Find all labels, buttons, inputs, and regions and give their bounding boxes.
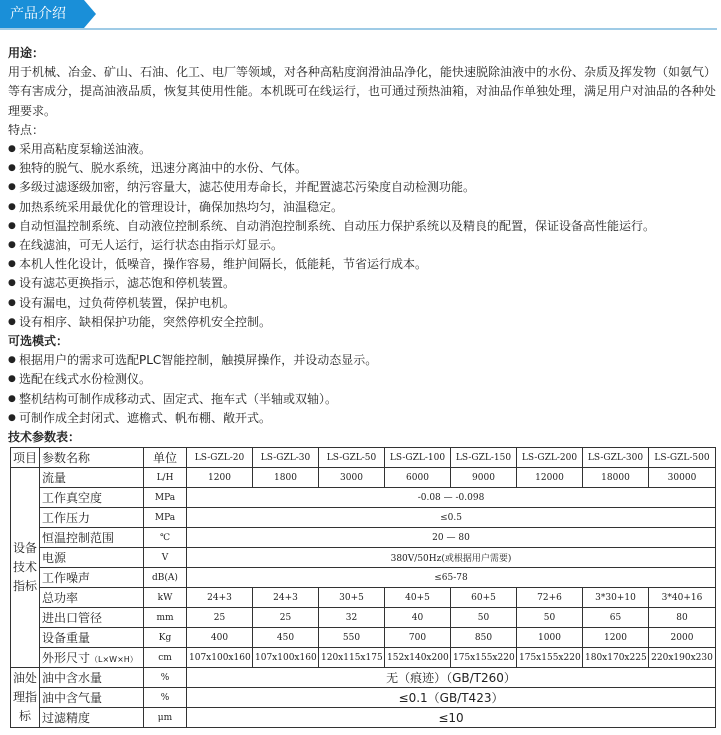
feature-item: ● 设有漏电，过负荷停机装置，保护电机。 [8,294,716,313]
cell-value: 2000 [649,628,716,648]
option-item: ● 选配在线式水份检测仪。 [8,370,716,389]
param-name: 进出口管径 [40,608,144,628]
section-header [0,0,721,32]
option-item: ● 整机结构可制作成移动式、固定式、拖车式（半轴或双轴）。 [8,390,716,409]
col-header-model: LS-GZL-20 [187,448,253,468]
feature-item: ● 多级过滤逐级加密，纳污容量大，滤芯使用寿命长，并配置滤芯污染度自动检测功能。 [8,178,716,197]
param-name: 过滤精度 [40,708,144,728]
col-header-model: LS-GZL-200 [517,448,583,468]
cell-value: 1000 [517,628,583,648]
param-unit: Kg [144,628,187,648]
table-row [11,688,716,708]
cell-span-value: 380V/50Hz(或根据用户需要) [187,548,716,568]
param-unit: % [144,688,187,708]
cell-value: 50 [451,608,517,628]
cell-value: 24+3 [187,588,253,608]
table-row [11,628,716,648]
cell-value: 107x100x160 [187,648,253,668]
cell-value: 850 [451,628,517,648]
table-row [11,668,716,688]
cell-span-value: 20 — 80 [187,528,716,548]
cell-value: 32 [319,608,385,628]
cell-span-value: ≤65-78 [187,568,716,588]
cell-value: 72+6 [517,588,583,608]
col-header-model: LS-GZL-30 [253,448,319,468]
options-list [8,351,716,428]
cell-value: 18000 [583,468,649,488]
feature-item: ● 自动恒温控制系统、自动液位控制系统、自动消泡控制系统、自动压力保护系统以及精良的配置，保证设备高性能运行。 [8,217,716,236]
cell-value: 3*40+16 [649,588,716,608]
table-row [11,648,716,668]
table-row [11,508,716,528]
cell-value: 65 [583,608,649,628]
cell-value: 220x190x230 [649,648,716,668]
col-header-model: LS-GZL-100 [385,448,451,468]
cell-span-value: ≤10 [187,708,716,728]
cell-value: 1800 [253,468,319,488]
param-name: 总功率 [40,588,144,608]
col-header-unit: 单位 [144,448,187,468]
features-list [8,140,716,332]
feature-item: ● 采用高粘度泵输送油液。 [8,140,716,159]
param-unit: % [144,668,187,688]
cell-value: 175x155x220 [517,648,583,668]
param-name: 工作压力 [40,508,144,528]
col-header-model: LS-GZL-150 [451,448,517,468]
table-header-row [11,448,716,468]
col-header-model: LS-GZL-50 [319,448,385,468]
param-name: 油中含水量 [40,668,144,688]
option-item: ● 可制作成全封闭式、遮檐式、帆布棚、敞开式。 [8,409,716,428]
feature-item: ● 本机人性化设计，低噪音，操作容易，维护间隔长，低能耗，节省运行成本。 [8,255,716,274]
features-heading: 特点： [8,122,45,137]
cell-span-value: -0.08 — -0.098 [187,488,716,508]
cell-value: 3*30+10 [583,588,649,608]
param-unit: dB(A) [144,568,187,588]
feature-item: ● 设有相序、缺相保护功能，突然停机安全控制。 [8,313,716,332]
param-unit: ℃ [144,528,187,548]
cell-value: 25 [253,608,319,628]
cell-value: 180x170x225 [583,648,649,668]
param-name: 设备重量 [40,628,144,648]
cell-value: 120x115x175 [319,648,385,668]
cell-span-value: 无（痕迹）（GB/T260） [187,668,716,688]
table-row [11,708,716,728]
group-label-equipment: 设备技术指标 [11,468,40,668]
table-row [11,468,716,488]
table-row [11,488,716,508]
param-unit: μm [144,708,187,728]
group-label-oil: 油处理指标 [11,668,40,728]
cell-value: 550 [319,628,385,648]
cell-value: 50 [517,608,583,628]
cell-value: 40+5 [385,588,451,608]
param-name-suffix: （L×W×H） [90,655,138,664]
param-name: 流量 [40,468,144,488]
usage-text: 用于机械、冶金、矿山、石油、化工、电厂等领域，对各种高粘度润滑油品净化，能快速脱除油液中的水份、杂质及挥发物（如氨气）等有害成分，提高油液品质，恢复其使用性能。本机既可在线运行，也可通过预热油箱，对油品作单独处理，满足用户对油品的各种处理要求。 [8,65,717,118]
cell-value: 175x155x220 [451,648,517,668]
cell-value: 80 [649,608,716,628]
options-heading: 可选模式： [8,334,69,349]
cell-value: 25 [187,608,253,628]
cell-value: 1200 [187,468,253,488]
cell-span-value: ≤0.5 [187,508,716,528]
header-divider [0,28,717,30]
feature-item: ● 在线滤油，可无人运行，运行状态由指示灯显示。 [8,236,716,255]
param-unit: cm [144,648,187,668]
feature-item: ● 设有滤芯更换指示，滤芯饱和停机装置。 [8,274,716,293]
param-unit: MPa [144,488,187,508]
param-name-text: 外形尺寸 [42,651,91,665]
feature-item: ● 加热系统采用最优化的管理设计，确保加热均匀，油温稳定。 [8,198,716,217]
cell-value: 107x100x160 [253,648,319,668]
usage-heading: 用途： [8,46,45,60]
product-description [8,44,716,447]
cell-value: 6000 [385,468,451,488]
option-item: ● 根据用户的需求可选配PLC智能控制，触摸屏操作，并设动态显示。 [8,351,716,370]
col-header-model: LS-GZL-500 [649,448,716,468]
param-unit: V [144,548,187,568]
cell-value: 1200 [583,628,649,648]
table-row [11,608,716,628]
cell-value: 30000 [649,468,716,488]
cell-value: 3000 [319,468,385,488]
section-header-tab [0,0,84,28]
cell-value: 400 [187,628,253,648]
param-name: 恒温控制范围 [40,528,144,548]
feature-item: ● 独特的脱气、脱水系统，迅速分离油中的水份、气体。 [8,159,716,178]
table-row [11,568,716,588]
cell-value: 450 [253,628,319,648]
cell-value: 152x140x200 [385,648,451,668]
cell-value: 12000 [517,468,583,488]
spec-table [10,447,716,728]
cell-value: 60+5 [451,588,517,608]
param-unit: MPa [144,508,187,528]
param-name: 工作真空度 [40,488,144,508]
param-unit: kW [144,588,187,608]
col-header-item: 项目 [11,448,40,468]
param-name: 电源 [40,548,144,568]
table-heading: 技术参数表： [8,430,81,445]
table-row [11,528,716,548]
table-row [11,588,716,608]
cell-value: 9000 [451,468,517,488]
param-name: 工作噪声 [40,568,144,588]
param-unit: L/H [144,468,187,488]
param-name [40,648,144,668]
cell-value: 700 [385,628,451,648]
col-header-model: LS-GZL-300 [583,448,649,468]
cell-value: 40 [385,608,451,628]
section-title: 产品介绍 [10,6,66,22]
param-unit: mm [144,608,187,628]
cell-span-value: ≤0.1（GB/T423） [187,688,716,708]
cell-value: 24+3 [253,588,319,608]
col-header-param: 参数名称 [40,448,144,468]
table-row [11,548,716,568]
param-name: 油中含气量 [40,688,144,708]
cell-value: 30+5 [319,588,385,608]
